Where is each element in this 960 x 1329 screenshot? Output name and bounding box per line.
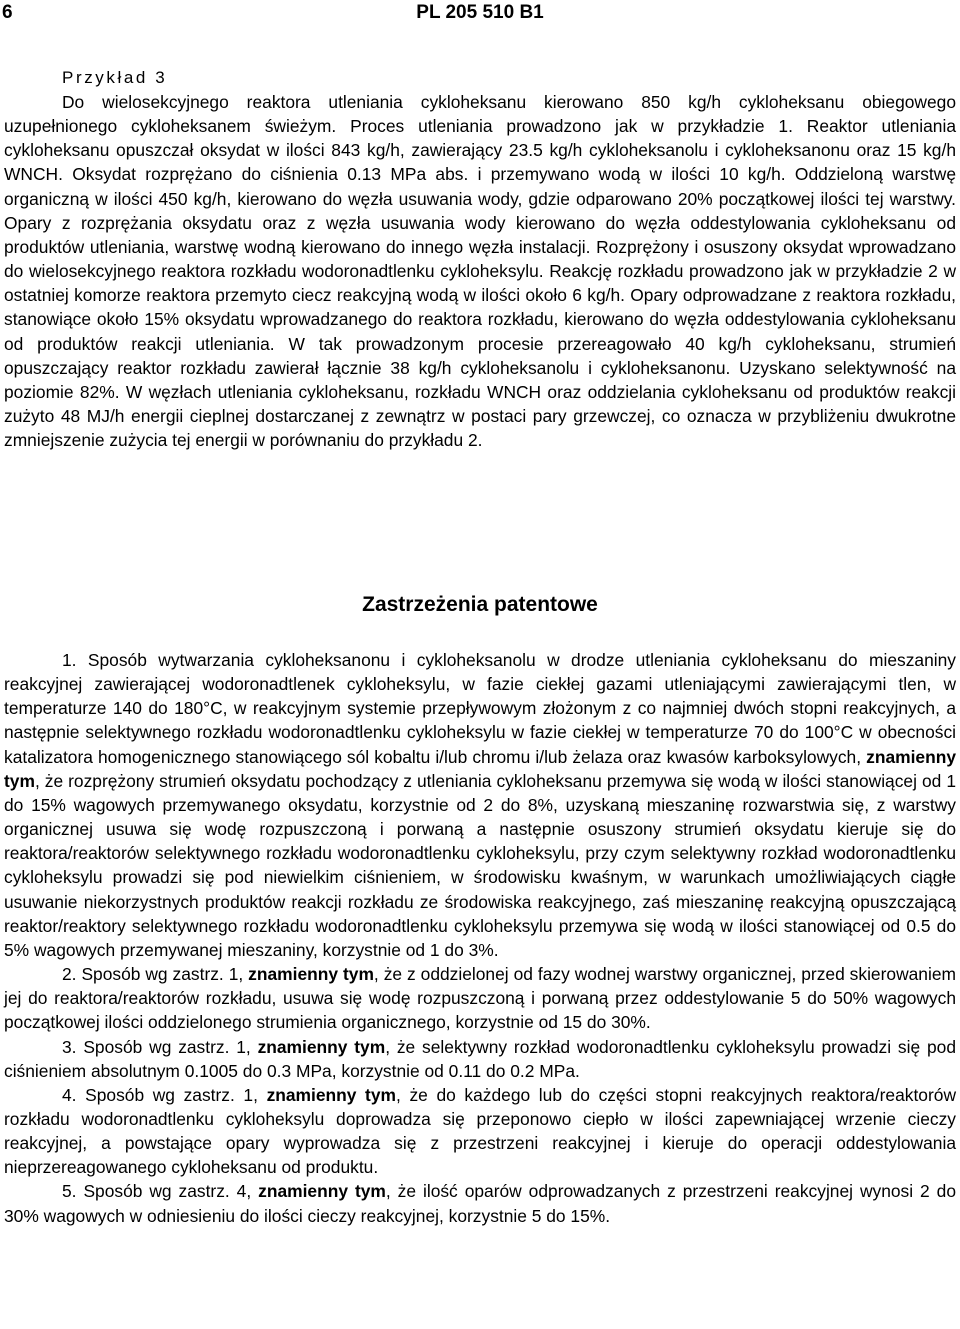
claim-text: 4. Sposób wg zastrz. 1, bbox=[62, 1084, 267, 1105]
page-header bbox=[0, 2, 960, 26]
claim-keyword: znamienny tym bbox=[257, 1036, 386, 1057]
claim-4 bbox=[4, 1083, 956, 1180]
claim-text: 2. Sposób wg zastrz. 1, bbox=[62, 964, 249, 985]
claim-1 bbox=[4, 648, 956, 962]
claims-heading: Zastrzeżenia patentowe bbox=[362, 593, 598, 616]
page-number: 6 bbox=[2, 2, 13, 23]
claim-text: , że selektywny rozkład wodoronadtlenku cykloheksylu prowadzi się pod ciśnieniem absolutnym 0.1005 do 0.3 MPa, korzystnie od 0.11 do 0.2 MPa. bbox=[4, 1036, 957, 1081]
claim-keyword: znamienny tym bbox=[248, 964, 374, 985]
claim-text: 1. Sposób wytwarzania cykloheksanonu i cykloheksanolu w drodze utleniania cykloheksanu do mieszaniny reakcyjnej zawierającej wodoronadtlenek cykloheksylu, w fazie ciekłej gazami utleniającymi zawierającymi tlen, w temperaturze 140 do 180°C, w reakcyjnym systemie przepływowym złożonym z co najmniej dwóch stopni reakcyjnych, a następnie selektywnego rozkładu wodoronadtlenku cykloheksylu w fazie ciekłej w temperaturze 70 do 100°C w obecności katalizatora homogenicznego stanowiącego sól kobaltu i/lub chromu i/lub żelaza oraz kwasów karboksylowych, bbox=[4, 650, 956, 767]
claim-text: 3. Sposób wg zastrz. 1, bbox=[62, 1036, 258, 1057]
claims-list bbox=[4, 648, 956, 1228]
claim-text: , że do każdego lub do części stopni reakcyjnych reaktora/reaktorów rozkładu wodoronadtlenku cykloheksylu doprowadza się przeponowo ciepło w ilości zapewniającej wrzenie cieczy reakcyjnej, a powstające opary wyprowadza się z przestrzeni reakcyjnej i kieruje do operacji oddestylowania nieprzereagowanego cykloheksanu od produktu. bbox=[4, 1084, 956, 1178]
claim-keyword: znamienny tym bbox=[266, 1084, 396, 1105]
claim-text: , że ilość oparów odprowadzanych z przestrzeni reakcyjnej wynosi 2 do 30% wagowych w odniesieniu do ilości cieczy reakcyjnej, korzystnie 5 do 15%. bbox=[4, 1181, 957, 1226]
claim-3 bbox=[4, 1035, 956, 1083]
claim-text: , że z oddzielonej od fazy wodnej warstwy organicznej, przed skierowaniem jej do reaktora/reaktorów rozkładu, usuwa się wodę rozpuszczoną i porwaną przez oddestylowanie 5 do 50% wagowych początkowej ilości oddzielonego strumienia organicznego, korzystnie od 15 do 30%. bbox=[4, 964, 956, 1033]
claim-text: , że rozprężony strumień oksydatu pochodzący z utleniania cykloheksanu przemywa się wodą w ilości stanowiącej od 1 do 15% wagowych przemywanego oksydatu, korzystnie od 2 do 8%, uzyskaną mieszaninę rozwarstwia się, z warstwy organicznej usuwa się wodę rozpuszczoną i porwaną a następnie osuszony strumień oksydatu kieruje się do reaktora/reaktorów selektywnego rozkładu wodoronadtlenku cykloheksylu, przy czym selektywny rozkład wodoronadtlenku cykloheksylu prowadzi się pod niewielkim ciśnieniem, w środowisku kwaśnym, w warunkach umożliwiających ciągłe usuwanie niekorzystnych produktów reakcji rozkładu ze środowiska reakcyjnego, zaś mieszaninę reakcyjną opuszczającą reaktor/reaktory selektywnego rozkładu wodoronadtlenku cykloheksylu przemywa się wodą w ilości stanowiącej od 0.5 do 5% wagowych przemywanej mieszaniny, korzystnie od 1 do 3%. bbox=[4, 770, 956, 960]
claim-keyword: znamienny tym bbox=[4, 746, 956, 791]
claim-5 bbox=[4, 1179, 956, 1227]
example-paragraph: Do wielosekcyjnego reaktora utleniania cykloheksanu kierowano 850 kg/h cykloheksanu obiegowego uzupełnionego cykloheksanem świeżym. Proces utleniania prowadzono jak w przykładzie 1. Reaktor utleniania cykloheksanu opuszczał oksydat w ilości 843 kg/h, zawierający 23.5 kg/h cykloheksanolu i cykloheksanonu oraz 15 kg/h WNCH. Oksydat rozprężano do ciśnienia 0.13 MPa abs. i przemywano wodą w ilości 10 kg/h. Oddzieloną warstwę organiczną w ilości 450 kg/h, kierowano do węzła usuwania wody, gdzie odparowano 20% początkowej ilości tej warstwy. Opary z rozprężania oksydatu oraz z węzła usuwania wody kierowano do węzła oddestylowania cykloheksanu od produktów utleniania, warstwę wodną kierowano do innego węzła instalacji. Rozprężony i osuszony oksydat wprowadzano do wielosekcyjnego reaktora rozkładu wodoronadtlenku cykloheksylu. Reakcję rozkładu prowadzono jak w przykładzie 2 w ostatniej komorze reaktora przemyto ciecz reakcyjną wodą w ilości około 6 kg/h. Opary odprowadzane z reaktora rozkładu, stanowiące około 15% oksydatu wprowadzanego do reaktora rozkładu, kierowano do węzła oddestylowania cykloheksanu od produktów reakcji utleniania. W tak prowadzonym procesie przereagowało 40 kg/h cykloheksanu, strumień opuszczający reaktor rozkładu zawierał łącznie 38 kg/h cykloheksanolu i cykloheksanonu. Uzyskano selektywność na poziomie 82%. W węzłach utleniania cykloheksanu, rozkładu WNCH oraz oddzielania cykloheksanu od produktów reakcji zużyto 48 MJ/h energii cieplnej dostarczanej z zewnątrz w postaci pary grzewczej, co oznacza w przybliżeniu dwukrotne zmniejszenie zużycia tej energii w porównaniu do przykładu 2. bbox=[4, 92, 956, 451]
claim-keyword: znamienny tym bbox=[258, 1181, 386, 1202]
example-heading: Przykład 3 bbox=[62, 68, 168, 87]
patent-number: PL 205 510 B1 bbox=[416, 2, 544, 23]
claim-2 bbox=[4, 962, 956, 1034]
claim-text: 5. Sposób wg zastrz. 4, bbox=[62, 1181, 259, 1202]
